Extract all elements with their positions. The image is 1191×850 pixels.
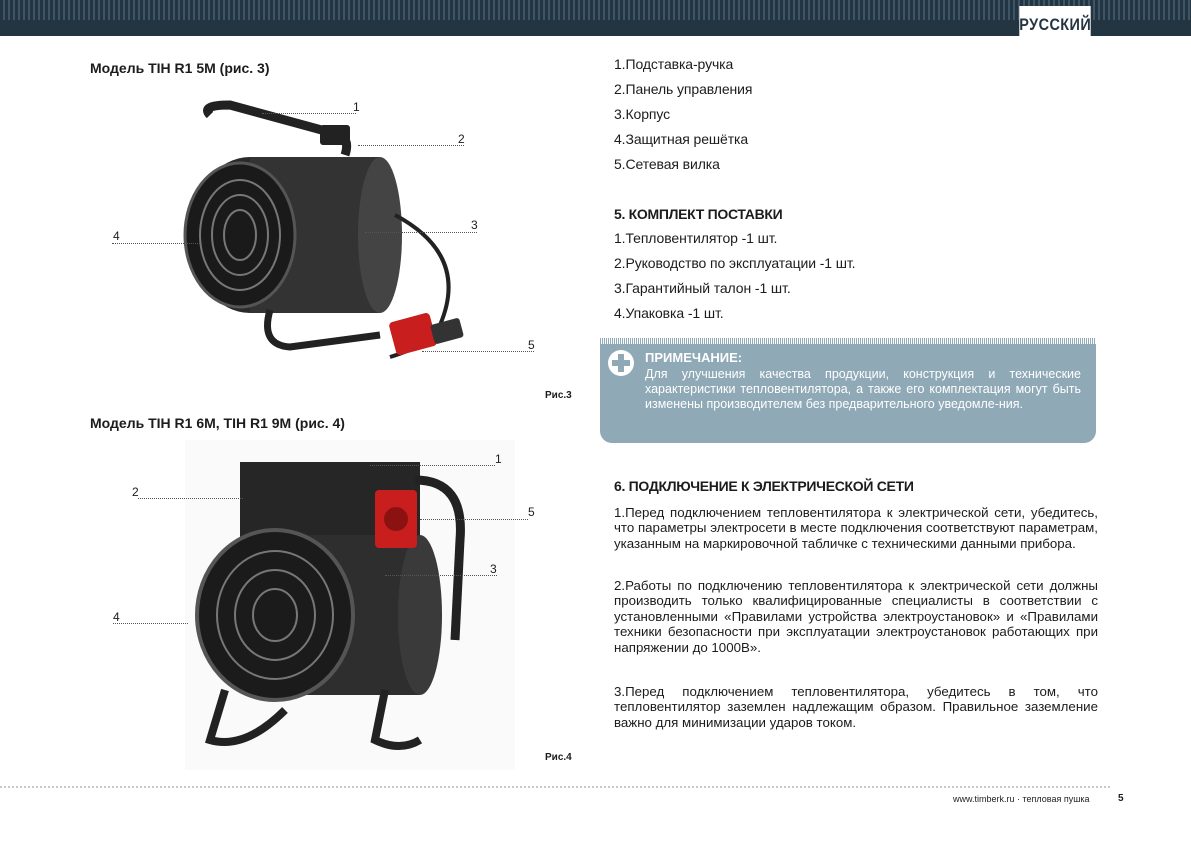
section6-heading: 6. ПОДКЛЮЧЕНИЕ К ЭЛЕКТРИЧЕСКОЙ СЕТИ [614,478,914,494]
plus-icon [607,349,635,377]
fig3-label-3: 3 [471,218,478,232]
figure4-title: Модель TIH R1 6M, TIH R1 9M (рис. 4) [90,415,345,431]
delivery-list-item: 3.Гарантийный талон -1 шт. [614,280,791,296]
fig4-label-5: 5 [528,505,535,519]
section5-heading: 5. КОМПЛЕКТ ПОСТАВКИ [614,206,783,222]
figure4-caption: Рис.4 [545,752,572,763]
fig4-grille [197,530,353,700]
fig3-label-5: 5 [528,338,535,352]
fig3-control-panel [320,125,350,145]
parts-list [614,52,752,177]
delivery-list-item: 1.Тепловентилятор -1 шт. [614,230,778,246]
fig3-stand [268,310,381,347]
parts-list-item: 1.Подставка-ручка [614,56,734,72]
section6-paragraph-2: 2.Работы по подключению тепловентилятора к электрической сети должны производить только квалифицированные специалисты в соответствии с установленными «Правилами устройства электроустановок» и «Правилами техники безопасности при эксплуатации электроустановок работающих при напряжении до 1000В». [614,578,1098,655]
footer-site: www.timberk.ru · тепловая пушка [953,794,1090,804]
parts-list-item: 5.Сетевая вилка [614,156,720,172]
figure3-caption: Рис.3 [545,390,572,401]
delivery-list [614,226,855,326]
parts-list-item: 2.Панель управления [614,81,753,97]
footer-divider [0,786,1110,788]
fig4-label-1: 1 [495,452,502,466]
language-tab: РУССКИЙ [1019,6,1090,40]
fig3-grille [185,163,295,307]
fig3-label-4: 4 [113,229,120,243]
fig4-label-4: 4 [113,610,120,624]
page-number: 5 [1118,793,1124,804]
figure4-heater-image [185,440,515,770]
fig3-plug [388,312,437,356]
fig4-label-3: 3 [490,562,497,576]
parts-list-item: 3.Корпус [614,106,671,122]
header-bar-band [0,20,1191,36]
note-title: ПРИМЕЧАНИЕ: [645,350,743,365]
figure3-title: Модель TIH R1 5M (рис. 3) [90,60,270,76]
section6-paragraph-1: 1.Перед подключением тепловентилятора к электрической сети, убедитесь, что параметры электросети в месте подключения соответствуют параметрам, указанным на маркировочной табличке с техническими данными прибора. [614,505,1098,551]
fig3-label-2: 2 [458,132,465,146]
delivery-list-item: 2.Руководство по эксплуатации -1 шт. [614,255,856,271]
figure3-heater-image [140,95,540,375]
parts-list-item: 4.Защитная решётка [614,131,749,147]
fig4-label-2: 2 [132,485,139,499]
delivery-list-item: 4.Упаковка -1 шт. [614,305,724,321]
section6-paragraph-3: 3.Перед подключением тепловентилятора, убедитесь в том, что тепловентилятор заземлен надлежащим образом. Правильное заземление важно для минимизации ударов током. [614,684,1098,730]
note-text: Для улучшения качества продукции, конструкция и технические характеристики тепловентилятора, а также его комплектация могут быть изменены производителем без предварительного уведомле-ния. [645,367,1081,411]
fig3-label-1: 1 [353,100,360,114]
